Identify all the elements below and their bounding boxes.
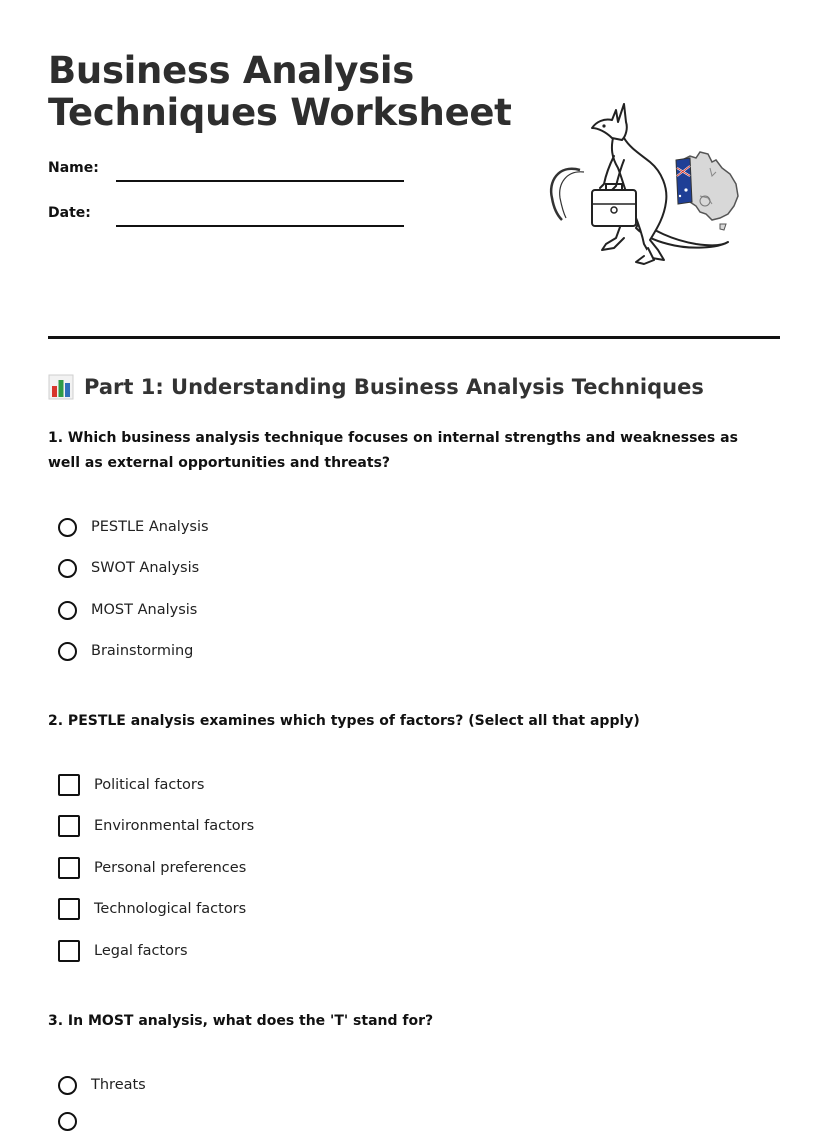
question-2-option[interactable] [58,772,204,798]
radio-button[interactable] [58,1076,77,1095]
date-label: Date: [48,205,91,221]
option-label: Personal preferences [94,860,247,876]
question-3-option-partial[interactable] [58,1108,91,1134]
kangaroo-australia-illustration [540,98,750,270]
radio-button[interactable] [58,642,77,661]
option-label: Threats [91,1077,146,1093]
question-2-option[interactable] [58,855,246,881]
option-label: Political factors [94,777,205,793]
question-2-option[interactable] [58,813,254,839]
question-2-text: 2. PESTLE analysis examines which types of factors? (Select all that apply) [48,713,640,729]
checkbox[interactable] [58,940,80,962]
option-label: PESTLE Analysis [91,519,209,535]
question-1-option[interactable] [58,638,193,664]
section-divider [48,336,780,339]
option-label: Technological factors [94,901,247,917]
checkbox[interactable] [58,815,80,837]
question-1-option[interactable] [58,514,209,540]
question-3-option[interactable] [58,1072,146,1098]
checkbox[interactable] [58,857,80,879]
radio-button[interactable] [58,518,77,537]
checkbox[interactable] [58,774,80,796]
section-1-heading [48,374,704,400]
briefcase-icon [592,184,636,226]
question-2-option[interactable] [58,938,188,964]
option-label: MOST Analysis [91,602,198,618]
radio-button[interactable] [58,559,77,578]
option-label: Legal factors [94,943,188,959]
question-3-text: 3. In MOST analysis, what does the 'T' stand for? [48,1013,434,1029]
name-label: Name: [48,160,99,176]
question-2-option[interactable] [58,896,246,922]
question-1-text: 1. Which business analysis technique focuses on internal strengths and weaknesses as well as external opportunities and threats? [48,430,738,471]
question-1-option[interactable] [58,555,199,581]
question-1-option[interactable] [58,597,197,623]
australia-map-icon [676,152,738,230]
option-label: Environmental factors [94,818,255,834]
radio-button[interactable] [58,1112,77,1131]
title-line-1: Business Analysis [48,49,414,92]
bar-chart-icon [48,374,74,400]
name-field[interactable] [116,180,404,182]
title-line-2: Techniques Worksheet [48,91,512,134]
worksheet-title [48,50,512,134]
date-field[interactable] [116,225,404,227]
radio-button[interactable] [58,601,77,620]
checkbox[interactable] [58,898,80,920]
section-1-title: Part 1: Understanding Business Analysis Techniques [84,375,704,399]
option-label: Brainstorming [91,643,194,659]
option-label: SWOT Analysis [91,560,200,576]
